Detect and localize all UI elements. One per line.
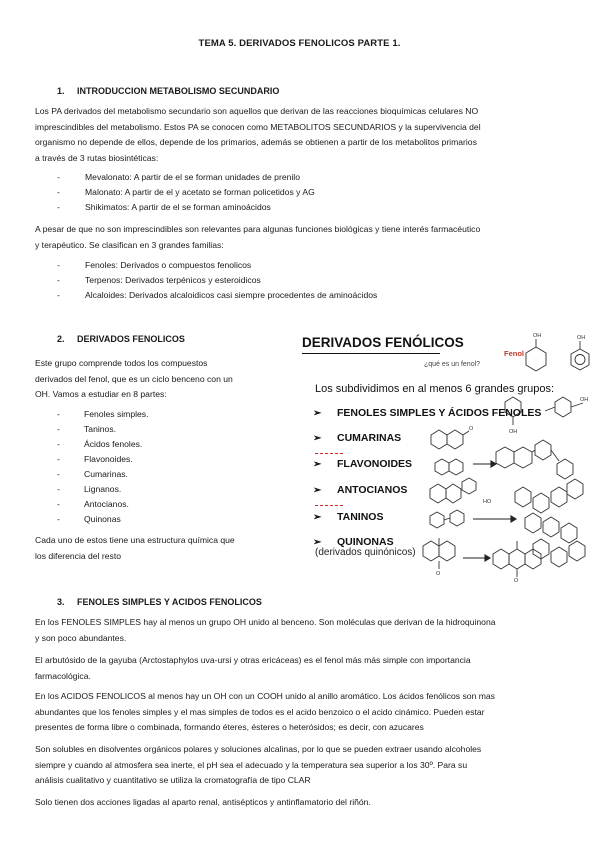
phenol-ring [571, 349, 589, 370]
oh-label: OH [577, 335, 586, 341]
figure-question: ¿qué es un fenol? [424, 361, 481, 368]
arrow-bullet-icon: ➢ [313, 433, 322, 444]
flavonoid-ring [557, 459, 573, 479]
tannin-ring [569, 541, 585, 561]
group-taninos: ➢ TANINOS [313, 511, 384, 523]
s1-paragraph-2 [35, 222, 480, 253]
flavonoid-ring [496, 447, 514, 468]
list-item: - Malonato: A partir de el y acetato se forman policetidos y AG [57, 187, 315, 197]
text-line: Este grupo comprende todos los compuestos [35, 358, 208, 368]
quinone-ring [509, 549, 525, 569]
s3-paragraph-5 [35, 795, 371, 811]
quinone-ring [493, 549, 509, 569]
section-1-heading [57, 86, 279, 96]
o-label: O [436, 571, 441, 577]
group-antocianos: ➢ ANTOCIANOS [313, 484, 408, 496]
tannin-ring [533, 493, 549, 513]
text-line: organismo no depende de ellos, depende de los primarios, además se obtienen a partir de los metabolitos primarios [35, 137, 477, 147]
anthocyanidin-ring [446, 484, 461, 503]
section-3-number: 3. [57, 597, 65, 607]
section-1-title: INTRODUCCION METABOLISMO SECUNDARIO [77, 86, 280, 96]
text-line: Son solubles en disolventes orgánicos polares y soluciones alcalinas, por lo que se pueden extraer usando alcoholes [35, 744, 482, 754]
fenol-label: Fenol [504, 349, 524, 358]
text-line: En los FENOLES SIMPLES hay al menos un grupo OH unido al benceno. Son moléculas que derivan de la hidroquinona [35, 617, 496, 627]
s3-paragraph-2 [35, 653, 471, 684]
list-item: - Antocianos. [57, 499, 129, 509]
figure-title: DERIVADOS FENÓLICOS [302, 335, 464, 350]
group-cumarinas: ➢ CUMARINAS [313, 432, 402, 444]
text-line: imprescindibles del metabolismo. Estos PA se conocen como METABOLITOS SECUNDARIOS y la supervivencia del [35, 121, 481, 132]
group-flavonoides: ➢ FLAVONOIDES [313, 458, 413, 470]
list-item: - Mevalonato: A partir de el se forman unidades de prenilo [57, 172, 300, 182]
tannin-ring [551, 547, 567, 567]
oh-label: OH [509, 429, 518, 435]
figure-title-underline [302, 353, 440, 354]
tannin-ring [525, 513, 541, 533]
quinone-ring [423, 541, 439, 561]
tannin-ring [561, 523, 577, 543]
text-line: El arbutósido de la gayuba (Arctostaphylos uva-ursi y otras ericáceas) es el fenol más más simple con importancia [35, 655, 471, 665]
text-line: siempre y cuando al atmosfera sea inerte, el pH sea el adecuado y la temperatura sea superior a los 30º. Para su [35, 759, 468, 770]
group-fenoles-simples: ➢ FENOLES SIMPLES Y ÁCIDOS FENOLES [313, 407, 542, 419]
arrow-bullet-icon: ➢ [313, 512, 322, 523]
text-line: En los ACIDOS FENOLICOS al menos hay un OH con un COOH unido al anillo aromático. Los ácidos fenólicos son mas [35, 691, 495, 701]
list-item: - Flavonoides. [57, 454, 133, 464]
coumarin-ring [431, 430, 447, 449]
text-line: Los PA derivados del metabolismo secundario son aquellos que derivan de las reacciones bioquímicas celulares NO [35, 106, 479, 116]
list-item: - Fenoles: Derivados o compuestos fenolicos [57, 260, 252, 270]
arrow-bullet-icon: ➢ [313, 537, 322, 548]
list-item: - Lignanos. [57, 484, 122, 494]
list-item: - Ácidos fenoles. [57, 439, 143, 449]
text-line: farmacológica. [35, 670, 91, 681]
text-line: A pesar de que no son imprescindibles son relevantes para algunas funciones biológicas y tiene interés farmacéutico [35, 224, 481, 234]
oh-label: OH [533, 333, 542, 339]
text-line: Cada uno de estos tiene una estructura química que [35, 535, 235, 545]
o-label: O [514, 578, 519, 584]
families-list [57, 258, 377, 303]
list-item: - Taninos. [57, 424, 117, 434]
s3-paragraph-3 [35, 689, 495, 736]
text-line: Solo tienen dos acciones ligadas al aparto renal, antisépticos y antinflamatorio del riñón. [35, 797, 371, 807]
list-item: - Fenoles simples. [57, 409, 149, 419]
section-2-title: DERIVADOS FENOLICOS [77, 334, 185, 344]
tannin-small-ring [450, 510, 464, 526]
coumarin-ring [447, 430, 463, 449]
anthocyanidin-ring [462, 478, 476, 494]
o-label: O [469, 426, 474, 432]
text-line: OH. Vamos a estudiar en 8 partes: [35, 389, 167, 399]
text-line: a través de 3 rutas biosintéticas: [35, 152, 159, 163]
list-item: - Terpenos: Derivados terpénicos y esteroidicos [57, 275, 261, 285]
s3-paragraph-4 [35, 742, 481, 789]
list-item: - Cumarinas. [57, 469, 128, 479]
anthocyanidin-ring [430, 484, 446, 503]
red-dashed-separator [315, 453, 343, 454]
document-title: TEMA 5. DERIVADOS FENOLICOS PARTE 1. [198, 38, 401, 49]
text-line: los diferencia del resto [35, 550, 121, 561]
figure-subtitle: Los subdividimos en al menos 6 grandes grupos: [315, 383, 555, 395]
arrow-bullet-icon: ➢ [313, 408, 322, 419]
oh-label: OH [580, 397, 589, 403]
section-2-heading [57, 334, 185, 344]
section-3-title: FENOLES SIMPLES Y ACIDOS FENOLICOS [77, 597, 262, 607]
text-line: abundantes que los fenoles simples y el mas simples de todos es el acido benzoico o el acido cinámico. Pueden estar [35, 706, 485, 717]
quinone-ring [439, 541, 455, 561]
tannin-ring [567, 479, 583, 499]
tannin-small-ring [430, 512, 444, 528]
flavonoid-ring [535, 440, 551, 460]
section-3-heading [57, 597, 262, 607]
arrow-bullet-icon: ➢ [313, 459, 322, 470]
phenol-acid-ring [555, 397, 571, 417]
text-line: derivados del fenol, que es un ciclo benceno con un [35, 373, 233, 384]
s2-paragraph-2 [35, 533, 235, 564]
biosynthetic-routes-list [57, 170, 315, 215]
flavonoid-small-ring [435, 459, 449, 475]
s3-paragraph-1 [35, 615, 496, 646]
phenol-ring [526, 347, 546, 371]
flavonoid-small-ring [449, 459, 463, 475]
section-1-number: 1. [57, 86, 65, 96]
ho-label: HO [483, 499, 492, 505]
text-line: análisis cualitativo y cuantitativo se utiliza la cromatografía de tipo CLAR [35, 775, 311, 785]
list-item: - Quinonas [57, 514, 121, 524]
phenolic-derivatives-figure [297, 327, 599, 589]
quinonas-note: (derivados quinónicos) [315, 547, 416, 558]
red-dashed-separator [315, 505, 343, 506]
list-item: - Shikimatos: A partir de el se forman aminoácidos [57, 202, 271, 212]
arrow-bullet-icon: ➢ [313, 485, 322, 496]
s1-paragraph-1 [35, 104, 481, 166]
list-item: - Alcaloides: Derivados alcaloidicos casi siempre procedentes de aminoácidos [57, 290, 378, 300]
phenolic-parts-list [57, 407, 148, 527]
flavonoid-ring [514, 447, 532, 468]
s2-paragraph-1 [35, 356, 233, 403]
group-quinonas: ➢ QUINONAS [313, 536, 394, 548]
tannin-ring [551, 487, 567, 507]
tannin-ring [543, 517, 559, 537]
tannin-ring [515, 487, 531, 507]
text-line: y terapéutico. Se clasifican en 3 grandes familias: [35, 239, 224, 250]
text-line: y son poco abundantes. [35, 632, 127, 643]
section-2-number: 2. [57, 334, 65, 344]
text-line: presentes de forma libre o combinada, formando éteres, ésteres o heterósidos; es decir, con azucares [35, 722, 424, 732]
